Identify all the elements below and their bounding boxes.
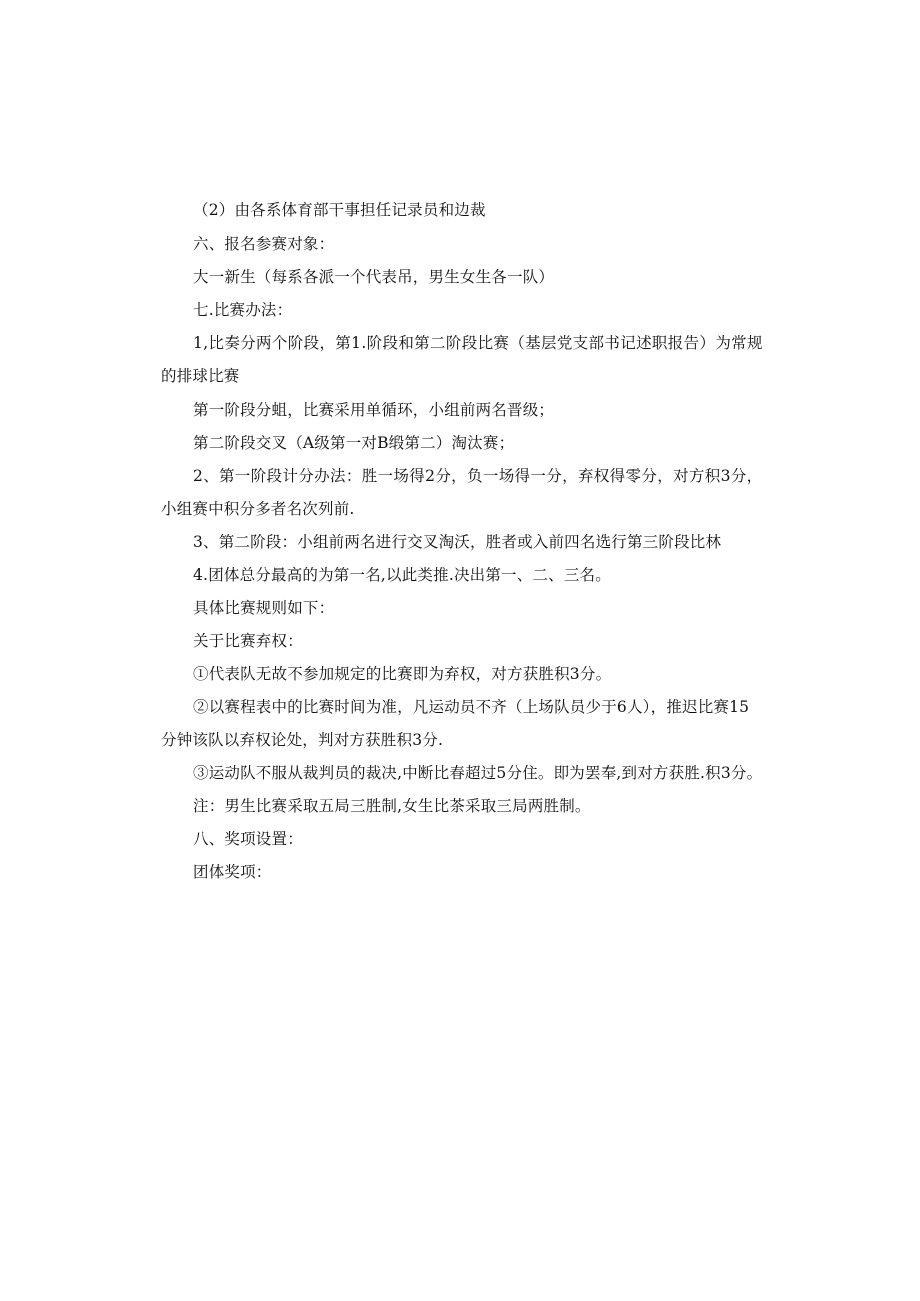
forfeit-rule-1: ①代表队无故不参加规定的比赛即为弃权，对方获胜积3分。 bbox=[193, 665, 612, 683]
scoring-method-continuation: 小组赛中积分多者名次列前. bbox=[161, 500, 355, 518]
rules-heading: 具体比赛规则如下： bbox=[193, 599, 335, 617]
scoring-method-line: 2、第一阶段计分办法：胜一场得2分，负一场得一分，弃权得零分，对方积3分， bbox=[193, 467, 763, 485]
section-six-heading: 六、报名参赛对象： bbox=[193, 235, 335, 253]
section-eight-heading: 八、奖项设置： bbox=[193, 830, 303, 848]
team-awards-heading: 团体奖项： bbox=[193, 863, 272, 881]
forfeit-rule-2: ②以赛程表中的比赛时间为准，凡运动员不齐（上场队员少于6人），推迟比赛15 bbox=[193, 698, 750, 716]
referee-note-line: （2）由各系体育部干事担任记录员和边裁 bbox=[193, 201, 486, 219]
match-format-note: 注：男生比赛采取五局三胜制,女生比茶采取三局两胜制。 bbox=[193, 797, 591, 815]
competition-stages-continuation: 的排球比赛 bbox=[161, 367, 240, 385]
competition-stages-line: 1,比奏分两个阶段，第1.阶段和第二阶段比赛（基层党支部书记述职报告）为常规 bbox=[193, 334, 763, 352]
forfeit-rule-3: ③运动队不服从裁判员的裁决,中断比春超过5分住。即为罢奉,到对方获胜.积3分。 bbox=[193, 764, 763, 782]
stage-two-knockout-line: 3、第二阶段：小组前两名进行交叉淘沃，胜者或入前四名选行第三阶段比林 bbox=[193, 533, 722, 551]
forfeit-heading: 关于比赛弃权： bbox=[193, 632, 303, 650]
stage-one-line: 第一阶段分蛆，比赛采用单循环，小组前两名晋级； bbox=[193, 401, 555, 419]
participants-line: 大一新生（每系各派一个代表吊，男生女生各一队） bbox=[193, 268, 555, 286]
stage-two-line: 第二阶段交叉（A级第一对B缎第二）淘汰赛； bbox=[193, 434, 515, 452]
section-seven-heading: 七.比赛办法： bbox=[193, 301, 293, 319]
team-ranking-line: 4.团体总分最高的为第一名,以此类推.决出第一、二、三名。 bbox=[193, 566, 611, 584]
forfeit-rule-2-continuation: 分钟该队以弃权论处，判对方获胜积3分. bbox=[161, 731, 444, 749]
